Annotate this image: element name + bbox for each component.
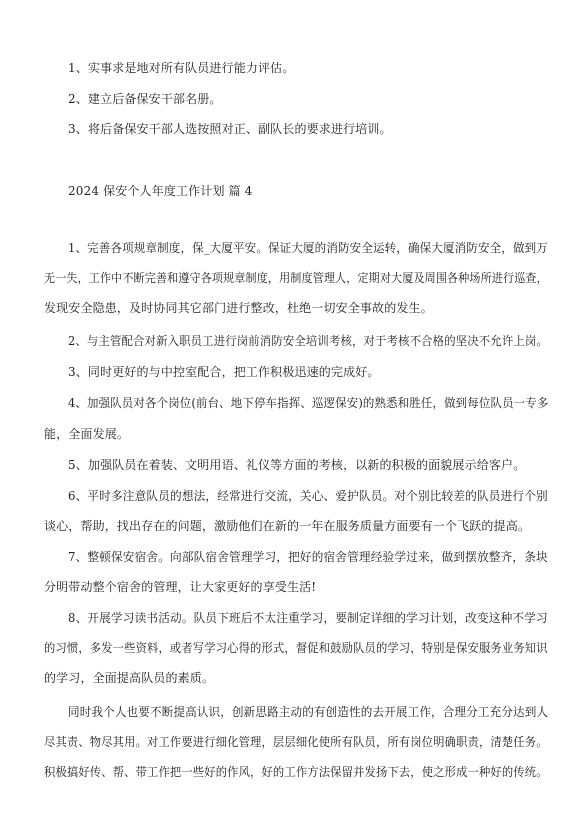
list-item: 3、将后备保安干部人选按照对正、副队长的要求进行培训。 (68, 122, 392, 136)
paragraph-line: 积极搞好传、帮、带工作把一些好的作风，好的工作方法保留并发扬下去，使之形成一种好的传统。 (44, 765, 548, 779)
paragraph-line: 尽其责、物尽其用。对工作要进行细化管理，层层细化使所有队员，所有岗位明确职责，清楚任务。 (44, 735, 548, 749)
paragraph-line: 2、与主管配合对新入职员工进行岗前消防安全培训考核，对于考核不合格的坚决不允许上岗。 (68, 334, 548, 348)
list-item: 2、建立后备保安干部名册。 (68, 92, 222, 106)
paragraph-line: 3、同时更好的与中控室配合，把工作积极迅速的完成好。 (68, 365, 380, 379)
paragraph-line: 7、整顿保安宿舍。向部队宿舍管理学习，把好的宿舍管理经验学过来，做到摆放整齐，条块 (68, 550, 548, 564)
paragraph-line: 5、加强队员在着装、文明用语、礼仪等方面的考核，以新的积极的面貌展示给客户。 (68, 458, 526, 472)
section-title: 2024 保安个人年度工作计划 篇 4 (68, 184, 253, 198)
paragraph-line: 8、开展学习读书活动。队员下班后不太注重学习，要制定详细的学习计划，改变这种不学习 (68, 611, 548, 625)
paragraph-line: 无一失，工作中不断完善和遵守各项规章制度，用制度管理人，定期对大厦及周围各种场所进行巡查， (44, 271, 548, 285)
list-item: 1、实事求是地对所有队员进行能力评估。 (68, 61, 295, 75)
paragraph-line: 谈心，帮助，找出存在的问题，激励他们在新的一年在服务质量方面要有一个飞跃的提高。 (44, 519, 531, 533)
paragraph-line: 分明带动整个宿舍的管理，让大家更好的享受生活! (44, 580, 317, 594)
paragraph-line: 1、完善各项规章制度，保_大厦平安。保证大厦的消防安全运转，确保大厦消防安全，做到万 (68, 241, 548, 255)
paragraph-line: 4、加强队员对各个岗位(前台、地下停车指挥、巡逻保安)的熟悉和胜任，做到每位队员一专多 (68, 396, 549, 410)
paragraph-line: 能，全面发展。 (44, 427, 130, 441)
paragraph-line: 同时我个人也要不断提高认识，创新思路主动的有创造性的去开展工作，合理分工充分达到人 (68, 705, 549, 719)
paragraph-line: 的习惯，多发一些资料，或者写学习心得的形式，督促和鼓励队员的学习，特别是保安服务业务知识 (44, 641, 548, 655)
paragraph-line: 6、平时多注意队员的想法，经常进行交流，关心、爱护队员。对个别比较差的队员进行个别 (68, 489, 548, 503)
paragraph-line: 发现安全隐患，及时协同其它部门进行整改，杜绝一切安全事故的发生。 (44, 301, 433, 315)
paragraph-line: 的学习，全面提高队员的素质。 (44, 671, 215, 685)
